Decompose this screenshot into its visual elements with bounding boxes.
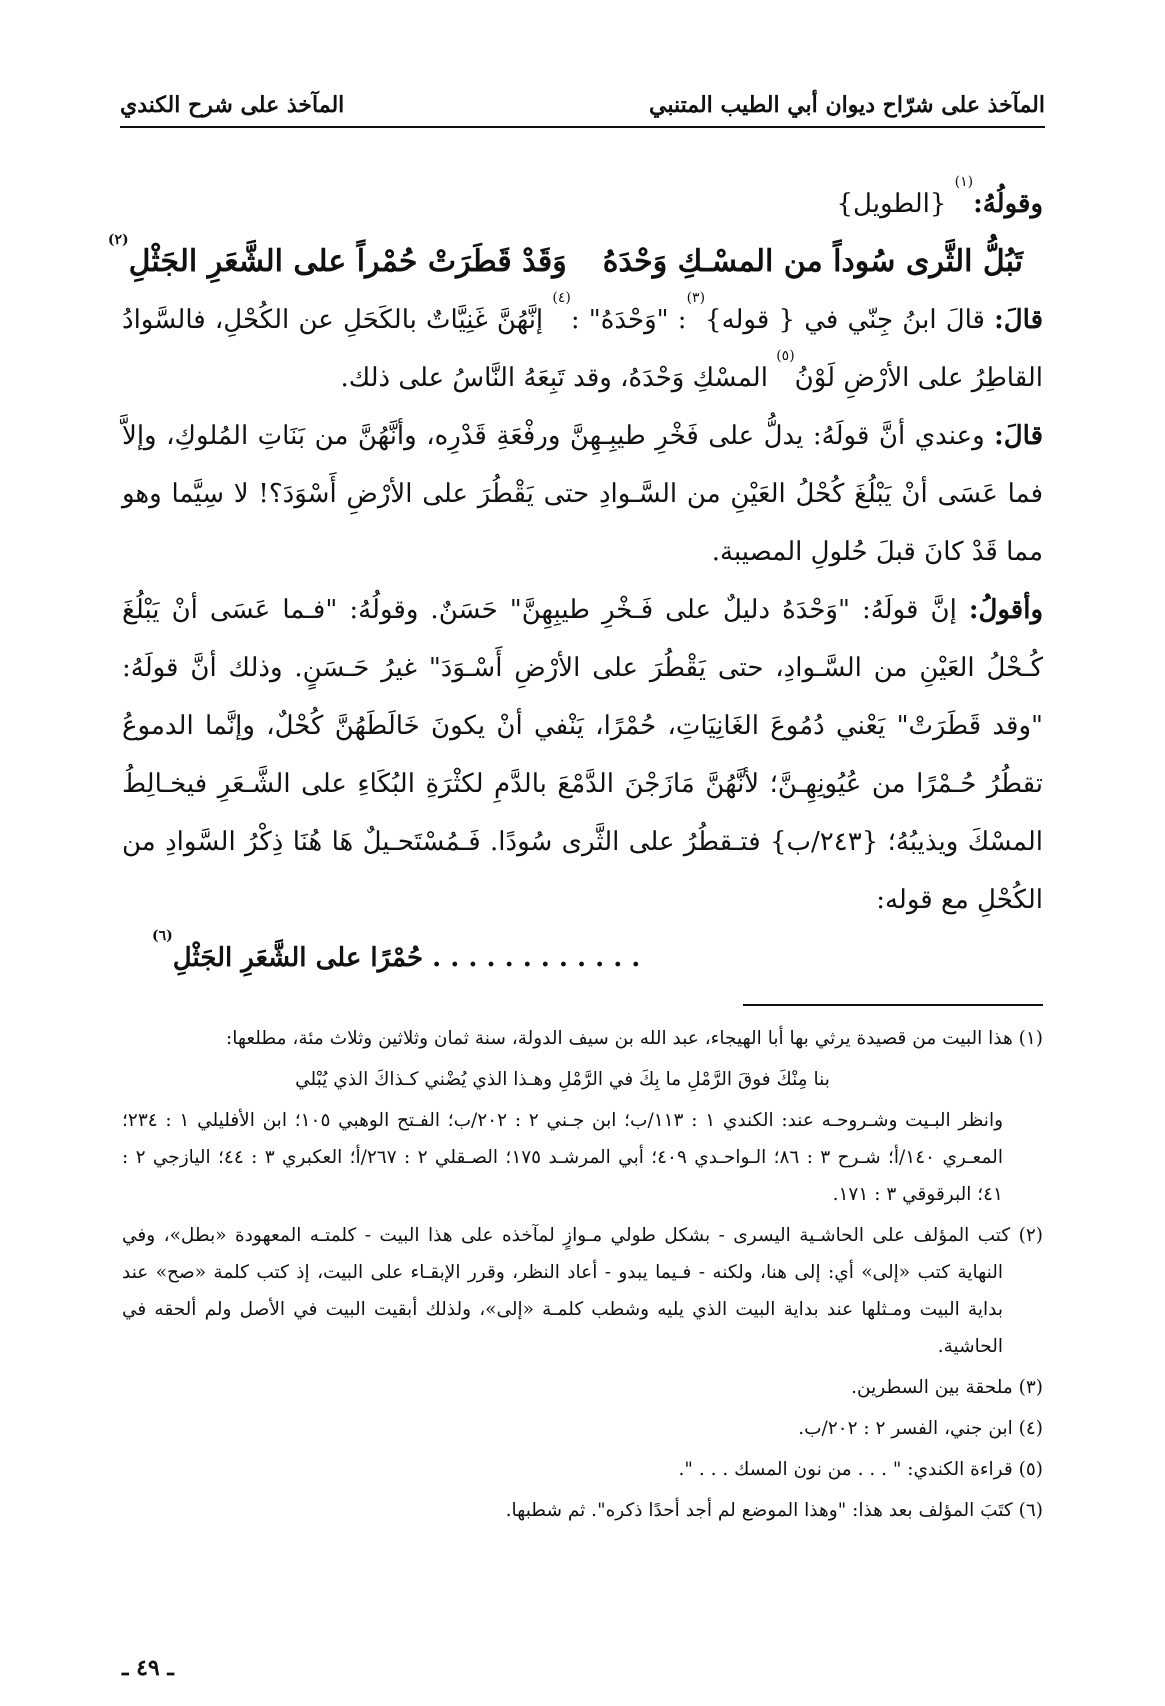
paragraph-kindi bbox=[122, 407, 1043, 581]
paragraph-lead: قالَ: bbox=[994, 305, 1044, 335]
verse-quote-text: حُمْرًا على الشَّعَرِ الجَثْلِ bbox=[172, 943, 424, 973]
footnote-ref-3: (٣) bbox=[686, 290, 706, 306]
paragraph-lead: وأقولُ: bbox=[968, 595, 1044, 625]
header-book-title: المآخذ على شرّاح ديوان أبي الطيب المتنبي bbox=[649, 92, 1045, 118]
verse-quote-dots: . . . . . . . . . . . . bbox=[432, 943, 641, 973]
intro-lead: وقولُهُ: bbox=[973, 189, 1043, 219]
page-number: ـ ٤٩ ـ bbox=[122, 1655, 174, 1681]
verse bbox=[107, 232, 1043, 291]
footnote-ref-5: (٥) bbox=[776, 348, 795, 364]
paragraph-text: وعندي أنَّ قولَهُ: يدلُّ على فَخْرِ طيبِـهِنَّ ورفْعَةِ قَدْرِه، وأنَّهُنَّ من بَنَاتِ المُلوكِ، وإلاَّ فما عَسَى أنْ يَبْلُغَ كُحْلُ العَيْنِ من السَّـوادِ حتى يَقْطُرَ على الأرْضِ أَسْوَدَ؟! لا سِيَّما وهو مما قَدْ كانَ قبلَ حُلولِ المصيبة. bbox=[122, 421, 1043, 567]
paragraph-text: إنَّ قولَهُ: "وَحْدَهُ دليلٌ على فَـخْرِ طيبِهِنَّ" حَسَنٌ. وقولُهُ: "فـما عَسَى أنْ يَبْلُغَ كُـحْلُ العَيْنِ من السَّـوادِ، حتى يَقْطُرَ على الأرْضِ أَسْـوَدَ" غيرُ حَـسَنٍ. وذلك أنَّ قولَهُ: "وقد قَطَرَتْ" يَعْني دُمُوعَ الغَانِيَاتِ، حُمْرًا، يَنْفي أنْ يكونَ خَالَطَهُنَّ كُحْلٌ، وإنَّما الدموعُ تقطُرُ حُـمْرًا من عُيُونِهِـنَّ؛ لأنَّهُنَّ مَازَجْنَ الدَّمْعَ بالدَّمِ لكثْرَةِ البُكَاءِ على الشَّـعَرِ فيخـالِطُ المسْكَ ويذيبُهُ؛ {٢٤٣/ب} فتـقطُرُ على الثَّرى سُودًا. فَـمُسْتَحـيلٌ هَا هُنَا ذِكْرُ السَّوادِ من الكُحْلِ مع قوله: bbox=[122, 595, 1043, 915]
footnote-ref-2: (٢) bbox=[107, 232, 129, 248]
verse-intro bbox=[122, 175, 1043, 233]
paragraph-text: المسْكِ وَحْدَهُ، وقد تَبِعَهُ النَّاسُ على ذلك. bbox=[340, 363, 768, 393]
footnote-2: (٢) كتب المؤلف على الحاشـية اليسرى - بشكل طولي مـوازٍ لمآخذه على هذا البيت - كلمتـه المعهودة «بطل»، وفي النهاية كتب «إلى» أي: إلى هنا، ولكنه - فـيما يبدو - أعاد النظر، وقرر الإبقـاء على البيت، إذ كتب كلمة «صح» عند بداية البيت ومـثلها عند بداية البيت الذي يليه وشطب كلمـة «إلى»، ولذلك أبقيت البيت في الأصل ولم ألحقه في الحاشية. bbox=[122, 1225, 1043, 1357]
meter-label: {الطويل} bbox=[836, 189, 947, 219]
footnote-5: (٥) قراءة الكندي: " . . . من نون المسك . . . ". bbox=[678, 1459, 1043, 1480]
paragraph-text: إنَّهُنَّ غَنِيَّاتٌ بالكَحَلِ عن الكُحْلِ، فالسَّوادُ القاطِرُ على الأرْضِ لَوْنُ bbox=[122, 305, 1043, 393]
verse-quote bbox=[122, 929, 1043, 987]
footnote-1-poem: بنا مِنْكَ فوقَ الرَّمْلِ ما بِكَ في الرَّمْلِ وهـذا الذي يُضْني كـذاكَ الذي يُبْلي bbox=[295, 1069, 830, 1090]
footnote-1: (١) هذا البيت من قصيدة يرثي بها أبا الهيجاء، عبد الله بن سيف الدولة، سنة ثمان وثلاثين وثلاث مئة، مطلعها: bbox=[225, 1028, 1043, 1049]
footnote-4: (٤) ابن جني، الفسر ٢ : ٢٠٢/ب. bbox=[798, 1418, 1043, 1439]
footnote-ref-6: (٦) bbox=[152, 928, 173, 944]
verse-second-hemistich: وَقَدْ قَطَرَتْ حُمْراً على الشَّعَرِ الجَثْلِ bbox=[128, 244, 567, 279]
paragraph-text: : "وَحْدَهُ" : bbox=[570, 305, 687, 335]
footnote-separator bbox=[743, 1004, 1043, 1006]
main-text bbox=[107, 174, 1044, 987]
footnote-ref-4: (٤) bbox=[552, 290, 571, 306]
paragraph-author bbox=[122, 581, 1043, 929]
footnotes bbox=[122, 1020, 1043, 1533]
running-header bbox=[120, 78, 1045, 128]
footnote-ref-1: (١) bbox=[954, 174, 974, 190]
paragraph-text: قالَ ابنُ جِنّي في { قوله} bbox=[705, 305, 985, 335]
footnote-6: (٦) كتَبَ المؤلف بعد هذا: "وهذا الموضع لم أجد أحدًا ذكره". ثم شطبها. bbox=[505, 1500, 1043, 1521]
footnote-1-references: وانظر البـيت وشـروحـه عند: الكندي ١ : ١١٣/ب؛ ابن جـني ٢ : ٢٠٢/ب؛ الفـتح الوهبي ١٠٥؛ ابن الأفليلي ١ : ٢٣٤؛ المعـري ١٤٠/أ؛ شـرح ٣ : ٨٦؛ الـواحـدي ٤٠٩؛ أبي المرشـد ١٧٥؛ الصـقلي ٢ : ٢٦٧/أ؛ العكبري ٣ : ٤٤؛ اليازجي ٢ : ٤١؛ البرقوقي ٣ : ١٧١. bbox=[122, 1110, 1004, 1205]
verse-first-hemistich: تَبُلُّ الثَّرى سُوداً من المسْـكِ وَحْدَهُ bbox=[602, 244, 1023, 279]
paragraph-lead: قالَ: bbox=[994, 421, 1044, 451]
header-section-title: المآخذ على شرح الكندي bbox=[120, 92, 345, 118]
paragraph-ibn-jinni bbox=[122, 291, 1043, 407]
footnote-3: (٣) ملحقة بين السطرين. bbox=[851, 1377, 1043, 1398]
